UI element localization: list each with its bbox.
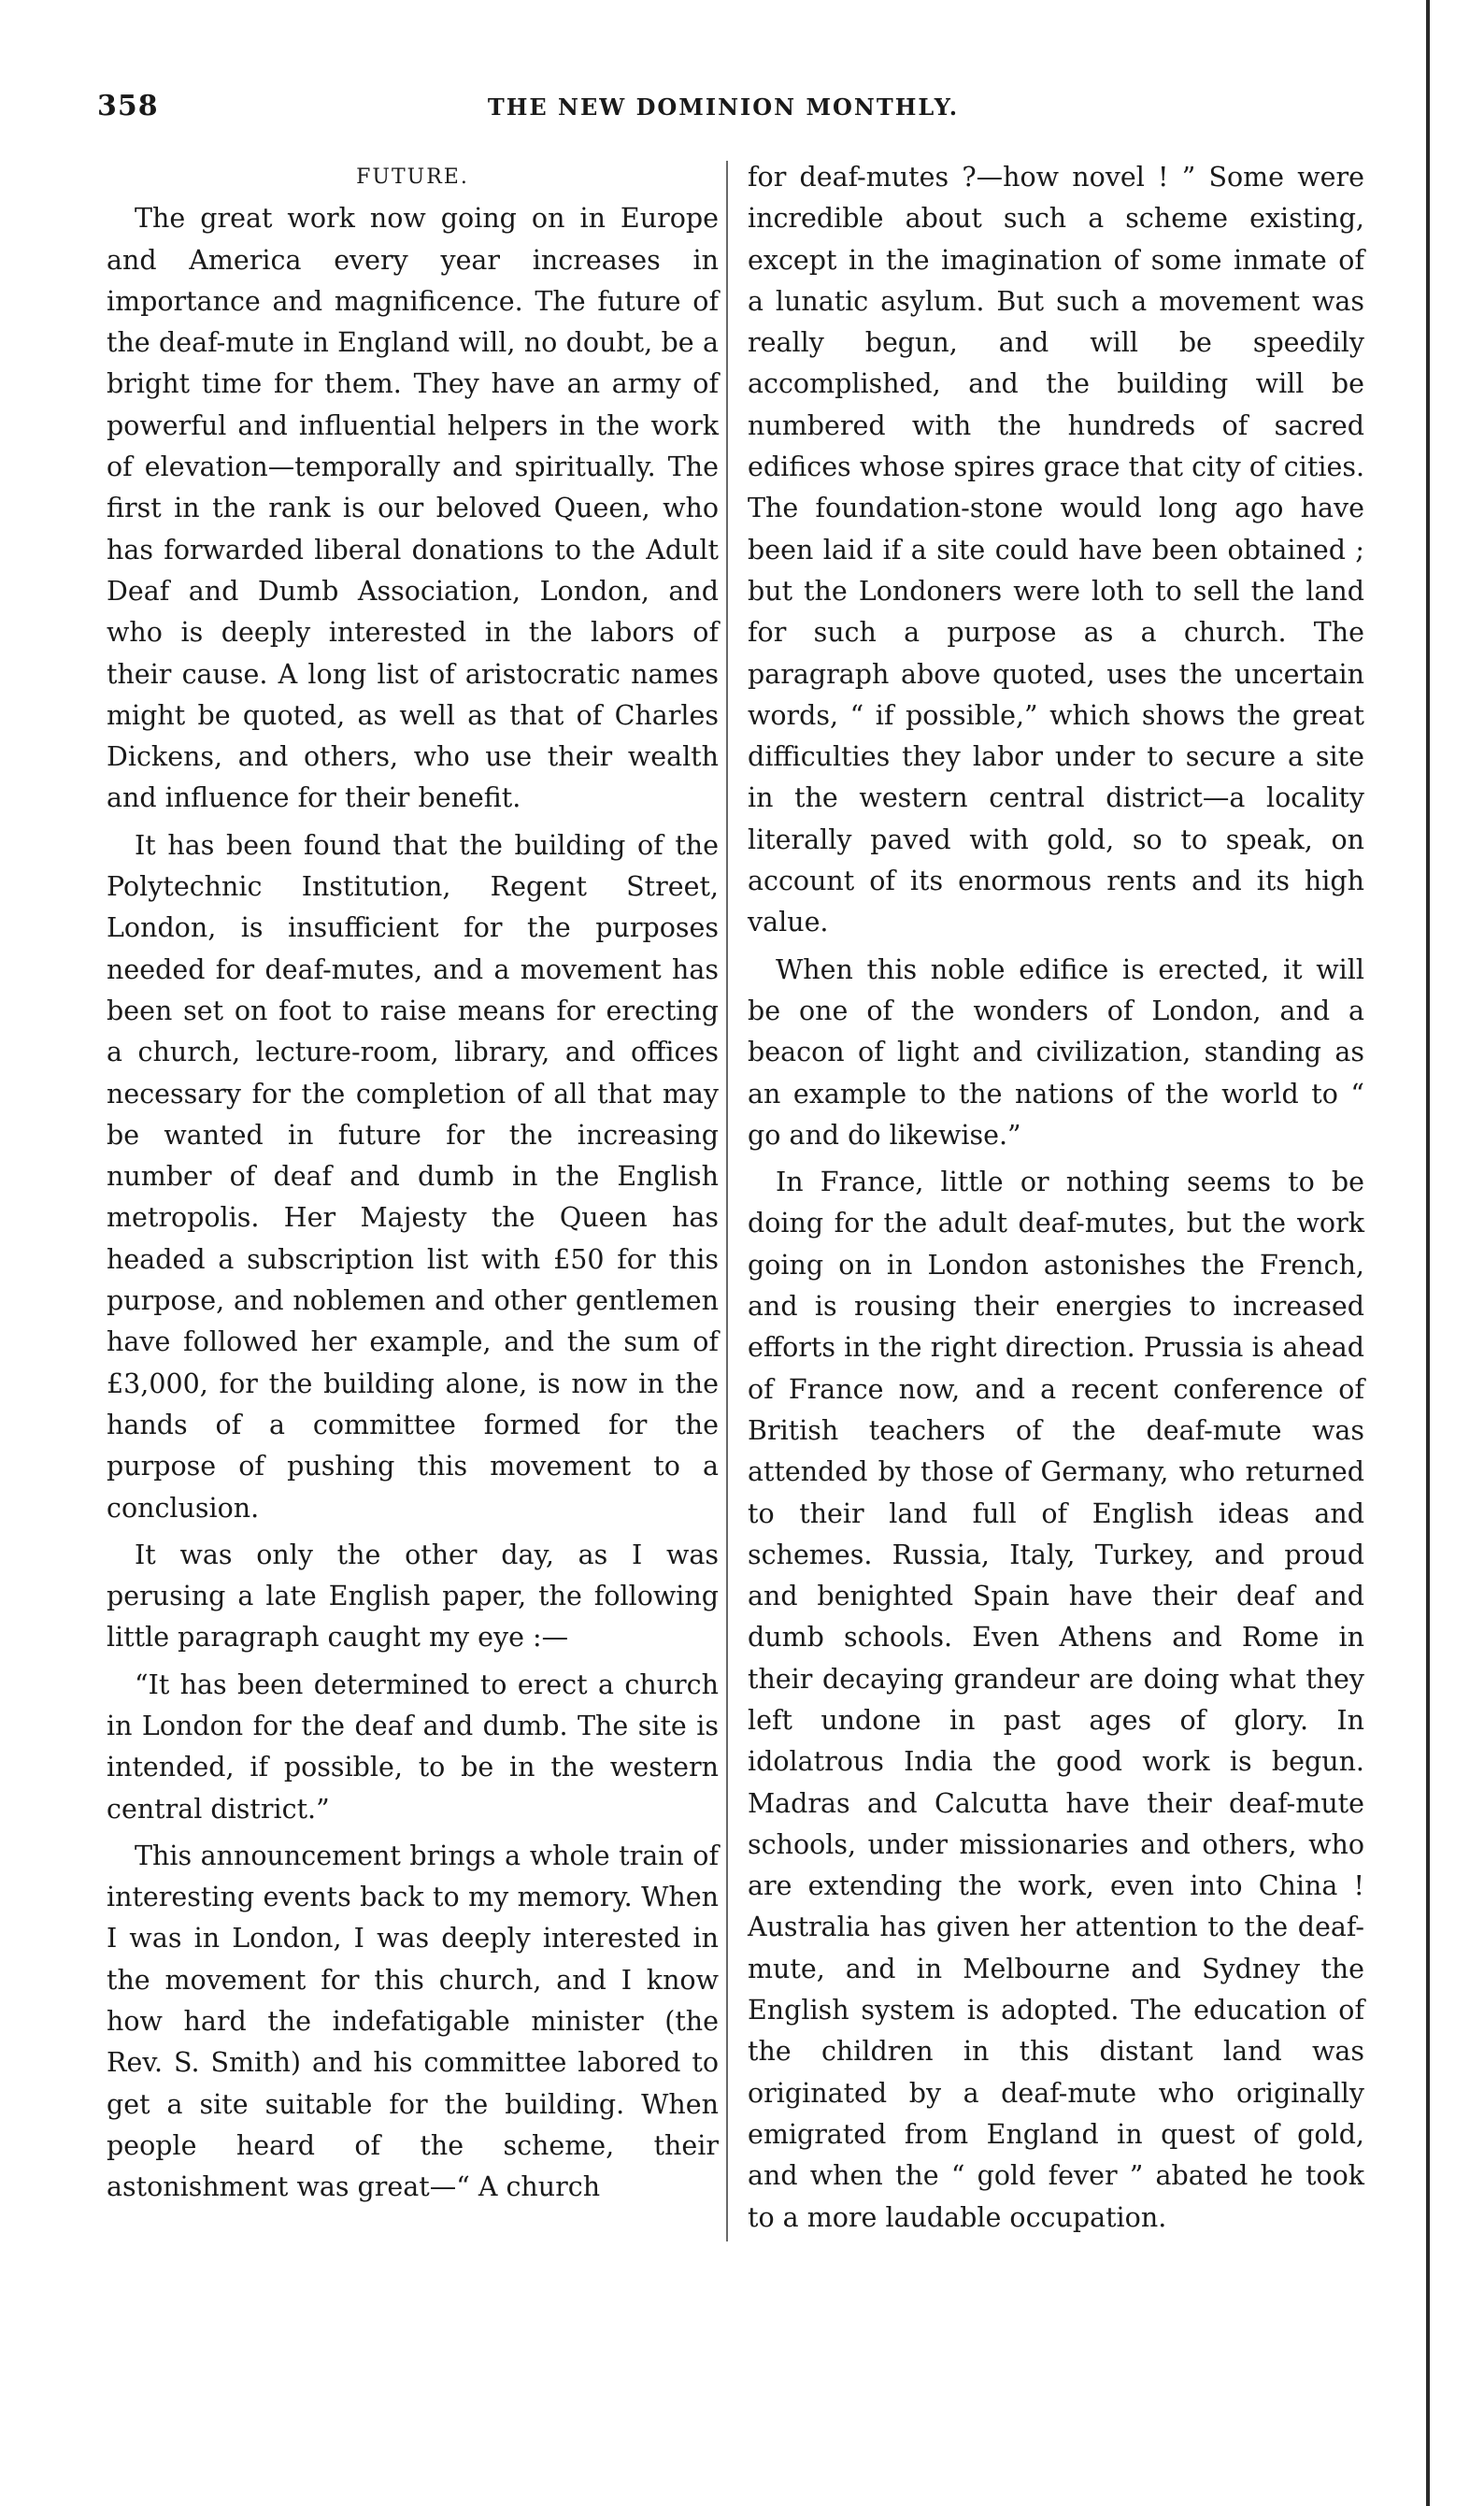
quoted-paragraph: “It has been determined to erect a church in London for the deaf and dumb. The site is intended, if possible, to be in the western central district.” xyxy=(107,1668,719,1825)
paragraph: In France, little or nothing seems to be doing for the adult deaf-mutes, but the work going on in London astonishes the French, and is rousing their energies to increased efforts in the right direction. Prussia is ahead of France now, and a recent conference of British teachers of the deaf-mute was attended by those of Germany, who returned to their land full of English ideas and schemes. Russia, Italy, Turkey, and proud and benighted Spain have their deaf and dumb schools. Even Athens and Rome in their decaying grandeur are doing what they left undone in past ages of glory. In idolatrous India the good work is begun. Madras and Calcutta have their deaf-mute schools, under missionaries and others, who are extending the work, even into China ! Australia has given her attention to the deaf-mute, and in Melbourne and Sydney the English system is adopted. The education of the children in this distant land was originated by a deaf-mute who originally emigrated from England in quest of gold, and when the “ gold fever ” abated he took to a more laudable occupation. xyxy=(748,1167,1364,2233)
left-column xyxy=(107,157,719,2214)
paragraph: This announcement brings a whole train of interesting events back to my memory. When I was in London, I was deeply interested in the movement for this church, and I know how hard the indefatigable minister (the Rev. S. Smith) and his committee labored to get a site suitable for the building. When people heard of the scheme, their astonishment was great—“ A church xyxy=(107,1840,719,2203)
section-title: FUTURE. xyxy=(356,165,469,189)
paragraph: The great work now going on in Europe and America every year increases in importance and magnificence. The future of the deaf-mute in England will, no doubt, be a bright time for them. They have an army of powerful and influential helpers in the work of elevation—temporally and spiritually. The first in the rank is our beloved Queen, who has forwarded liberal donations to the Adult Deaf and Dumb Association, London, and who is deeply interested in the labors of their cause. A long list of aristocratic names might be quoted, as well as that of Charles Dickens, and others, who use their wealth and influence for their benefit. xyxy=(107,203,719,814)
paragraph: It was only the other day, as I was perusing a late English paper, the following little paragraph caught my eye :— xyxy=(107,1539,719,1654)
running-title: THE NEW DOMINION MONTHLY. xyxy=(487,93,960,121)
page-binding-edge xyxy=(1426,0,1430,2506)
right-column xyxy=(748,157,1364,2244)
paragraph: When this noble edifice is erected, it will be one of the wonders of London, and a beacon of light and civilization, standing as an example to the nations of the world to “ go and do likewise.” xyxy=(748,953,1364,1151)
column-divider xyxy=(726,161,728,2241)
paragraph: It has been found that the building of the Polytechnic Institution, Regent Street, London, is insufficient for the purposes needed for deaf-mutes, and a movement has been set on foot to raise means for erecting a church, lecture-room, library, and offices necessary for the completion of all that may be wanted in future for the increasing number of deaf and dumb in the English metropolis. Her Majesty the Queen has headed a subscription list with £50 for this purpose, and noblemen and other gentlemen have followed her example, and the sum of £3,000, for the building alone, is now in the hands of a committee formed for the purpose of pushing this movement to a conclusion. xyxy=(107,829,719,1524)
page-number: 358 xyxy=(97,90,159,122)
paragraph-continued: for deaf-mutes ?—how novel ! ” Some were incredible about such a scheme existing, except in the imagination of some inmate of a lunatic asylum. But such a movement was really begun, and will be speedily accomplished, and the building will be numbered with the hundreds of sacred edifices whose spires grace that city of cities. The foundation-stone would long ago have been laid if a site could have been obtained ; but the Londoners were loth to sell the land for such a purpose as a church. The paragraph above quoted, uses the uncertain words, “ if possible,” which shows the great difficulties they labor under to secure a site in the western central district—a locality literally paved with gold, so to speak, on account of its enormous rents and its high value. xyxy=(748,162,1364,938)
page-header xyxy=(97,90,1349,131)
